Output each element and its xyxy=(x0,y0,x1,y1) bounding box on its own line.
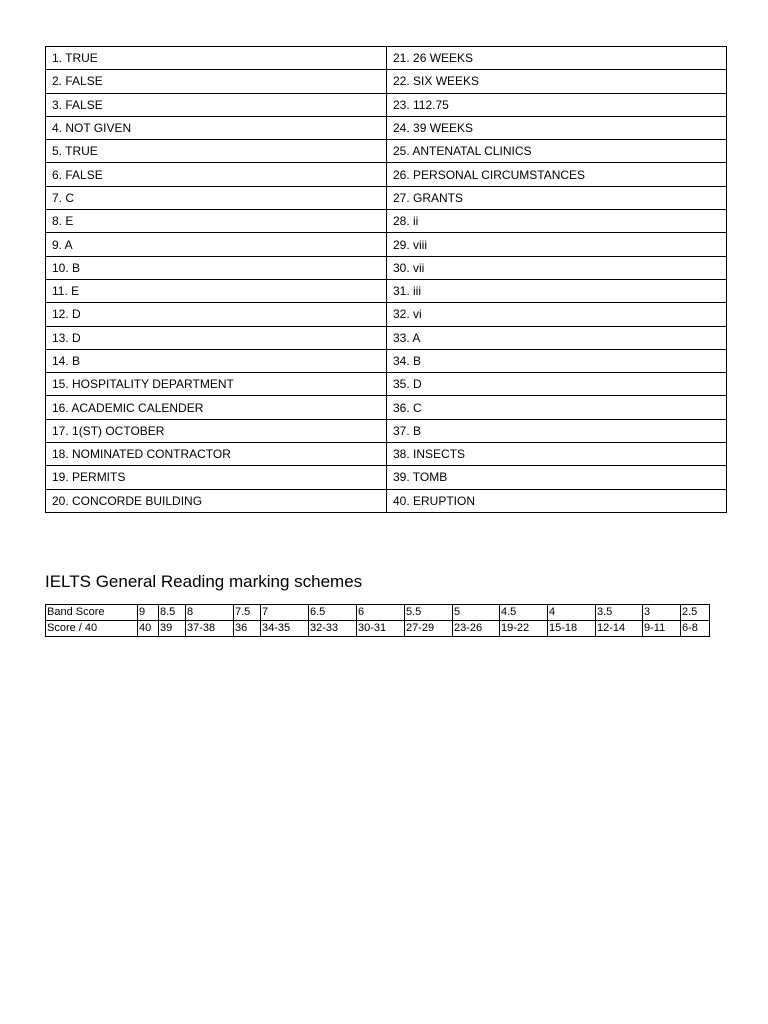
table-row xyxy=(46,140,727,163)
table-cell: 8.5 xyxy=(159,605,186,621)
table-cell: 6 xyxy=(357,605,405,621)
answer-cell: 20. CONCORDE BUILDING xyxy=(46,489,387,512)
table-cell: Score / 40 xyxy=(46,621,138,637)
table-cell: 6.5 xyxy=(309,605,357,621)
answer-cell: 9. A xyxy=(46,233,387,256)
table-cell: 3.5 xyxy=(596,605,643,621)
table-cell: 2.5 xyxy=(681,605,710,621)
answer-cell: 4. NOT GIVEN xyxy=(46,116,387,139)
table-cell: 15-18 xyxy=(548,621,596,637)
marking-scheme-title: IELTS General Reading marking schemes xyxy=(45,572,363,591)
table-row xyxy=(46,349,727,372)
answer-cell: 24. 39 WEEKS xyxy=(387,116,727,139)
table-row xyxy=(46,279,727,302)
table-cell: 32-33 xyxy=(309,621,357,637)
answer-cell: 19. PERMITS xyxy=(46,466,387,489)
table-cell: 4 xyxy=(548,605,596,621)
table-row xyxy=(46,256,727,279)
answer-cell: 35. D xyxy=(387,373,727,396)
answer-cell: 13. D xyxy=(46,326,387,349)
answer-cell: 8. E xyxy=(46,210,387,233)
answer-cell: 23. 112.75 xyxy=(387,93,727,116)
answer-cell: 11. E xyxy=(46,279,387,302)
answer-cell: 16. ACADEMIC CALENDER xyxy=(46,396,387,419)
table-cell: 19-22 xyxy=(500,621,548,637)
table-cell: 30-31 xyxy=(357,621,405,637)
table-row xyxy=(46,373,727,396)
answer-cell: 30. vii xyxy=(387,256,727,279)
table-row xyxy=(46,443,727,466)
table-row xyxy=(46,210,727,233)
raw-score-row xyxy=(46,621,710,637)
table-row xyxy=(46,116,727,139)
answer-cell: 31. iii xyxy=(387,279,727,302)
answer-cell: 15. HOSPITALITY DEPARTMENT xyxy=(46,373,387,396)
answer-cell: 27. GRANTS xyxy=(387,186,727,209)
answer-cell: 28. ii xyxy=(387,210,727,233)
answer-cell: 12. D xyxy=(46,303,387,326)
table-row xyxy=(46,303,727,326)
table-row xyxy=(46,466,727,489)
answer-cell: 1. TRUE xyxy=(46,47,387,70)
table-row xyxy=(46,233,727,256)
answer-cell: 34. B xyxy=(387,349,727,372)
answer-cell: 25. ANTENATAL CLINICS xyxy=(387,140,727,163)
answer-cell: 5. TRUE xyxy=(46,140,387,163)
answer-cell: 2. FALSE xyxy=(46,70,387,93)
answer-cell: 21. 26 WEEKS xyxy=(387,47,727,70)
table-cell: 8 xyxy=(186,605,234,621)
answer-key-table xyxy=(45,46,727,513)
table-row xyxy=(46,396,727,419)
table-cell: 40 xyxy=(138,621,159,637)
answer-cell: 40. ERUPTION xyxy=(387,489,727,512)
table-row xyxy=(46,163,727,186)
table-cell: 36 xyxy=(234,621,261,637)
table-row xyxy=(46,93,727,116)
answer-cell: 37. B xyxy=(387,419,727,442)
answer-key-body xyxy=(46,47,727,513)
answer-cell: 6. FALSE xyxy=(46,163,387,186)
table-cell: 6-8 xyxy=(681,621,710,637)
answer-cell: 29. viii xyxy=(387,233,727,256)
table-row xyxy=(46,70,727,93)
answer-cell: 38. INSECTS xyxy=(387,443,727,466)
answer-cell: 33. A xyxy=(387,326,727,349)
answer-cell: 26. PERSONAL CIRCUMSTANCES xyxy=(387,163,727,186)
band-score-row xyxy=(46,605,710,621)
answer-cell: 32. vi xyxy=(387,303,727,326)
table-cell: 5 xyxy=(453,605,500,621)
answer-cell: 39. TOMB xyxy=(387,466,727,489)
answer-cell: 36. C xyxy=(387,396,727,419)
table-cell: 3 xyxy=(643,605,681,621)
table-cell: 9 xyxy=(138,605,159,621)
table-row xyxy=(46,419,727,442)
answer-cell: 17. 1(ST) OCTOBER xyxy=(46,419,387,442)
answer-cell: 10. B xyxy=(46,256,387,279)
table-row xyxy=(46,489,727,512)
answer-cell: 7. C xyxy=(46,186,387,209)
table-cell: 27-29 xyxy=(405,621,453,637)
answer-cell: 18. NOMINATED CONTRACTOR xyxy=(46,443,387,466)
table-cell: 5.5 xyxy=(405,605,453,621)
answer-cell: 14. B xyxy=(46,349,387,372)
table-cell: Band Score xyxy=(46,605,138,621)
answer-cell: 22. SIX WEEKS xyxy=(387,70,727,93)
table-cell: 9-11 xyxy=(643,621,681,637)
table-row xyxy=(46,47,727,70)
table-cell: 23-26 xyxy=(453,621,500,637)
table-cell: 4.5 xyxy=(500,605,548,621)
table-cell: 7 xyxy=(261,605,309,621)
table-cell: 7.5 xyxy=(234,605,261,621)
table-cell: 37-38 xyxy=(186,621,234,637)
band-score-table xyxy=(45,604,710,637)
table-cell: 12-14 xyxy=(596,621,643,637)
table-row xyxy=(46,326,727,349)
table-cell: 34-35 xyxy=(261,621,309,637)
table-row xyxy=(46,186,727,209)
answer-cell: 3. FALSE xyxy=(46,93,387,116)
table-cell: 39 xyxy=(159,621,186,637)
